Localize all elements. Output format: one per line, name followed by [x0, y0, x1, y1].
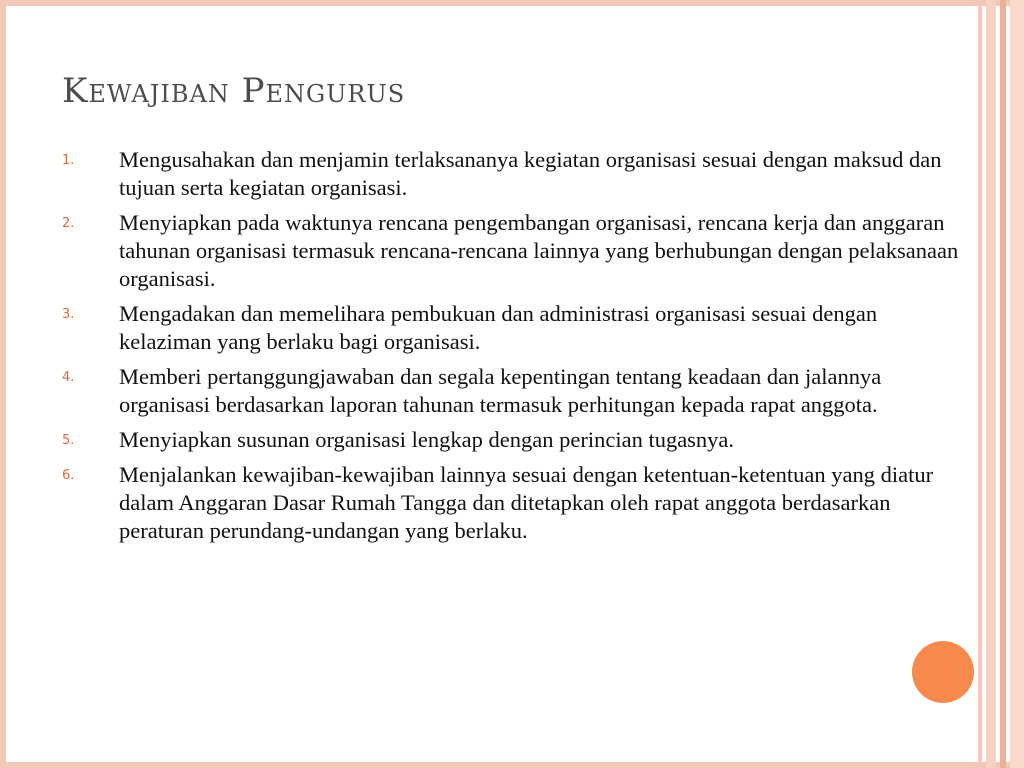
- list-item-text: Menyiapkan pada waktunya rencana pengembangan organisasi, rencana kerja dan anggaran tahunan organisasi termasuk rencana-rencana lainnya yang berhubungan dengan pelaksanaan organisasi.: [119, 210, 959, 291]
- list-number: 6.: [62, 468, 75, 483]
- stripe: [1000, 0, 1006, 768]
- list-number: 4.: [62, 370, 75, 385]
- list-item-text: Mengusahakan dan menjamin terlaksananya kegiatan organisasi sesuai dengan maksud dan tujuan serta kegiatan organisasi.: [119, 147, 942, 200]
- decorative-right-stripes: [978, 0, 1024, 768]
- list-item-text: Menjalankan kewajiban-kewajiban lainnya sesuai dengan ketentuan-ketentuan yang diatur dalam Anggaran Dasar Rumah Tangga dan ditetapkan oleh rapat anggota berdasarkan peraturan perundang-undangan yang berlaku.: [119, 462, 934, 543]
- slide-border-top: [0, 0, 1024, 6]
- slide-border-bottom: [0, 762, 1024, 768]
- list-number: 2.: [62, 216, 75, 231]
- decorative-circle: [912, 641, 974, 703]
- slide-border-left: [0, 0, 6, 768]
- list-number: 1.: [62, 153, 75, 168]
- stripe: [1010, 0, 1024, 768]
- stripe: [986, 0, 996, 768]
- list-item-text: Mengadakan dan memelihara pembukuan dan administrasi organisasi sesuai dengan kelaziman yang berlaku bagi organisasi.: [119, 301, 878, 354]
- list-item: [62, 426, 967, 454]
- list-item: [62, 146, 967, 202]
- list-item-text: Menyiapkan susunan organisasi lengkap dengan perincian tugasnya.: [119, 427, 735, 452]
- list-item: [62, 363, 967, 419]
- duties-list: [62, 146, 967, 552]
- list-number: 5.: [62, 433, 75, 448]
- list-item-text: Memberi pertanggungjawaban dan segala kepentingan tentang keadaan dan jalannya organisasi berdasarkan laporan tahunan termasuk perhitungan kepada rapat anggota.: [119, 364, 882, 417]
- slide-title: Kewajiban Pengurus: [62, 71, 406, 111]
- list-item: [62, 300, 967, 356]
- list-number: 3.: [62, 307, 75, 322]
- list-item: [62, 209, 967, 293]
- stripe: [978, 0, 982, 768]
- list-item: [62, 461, 967, 545]
